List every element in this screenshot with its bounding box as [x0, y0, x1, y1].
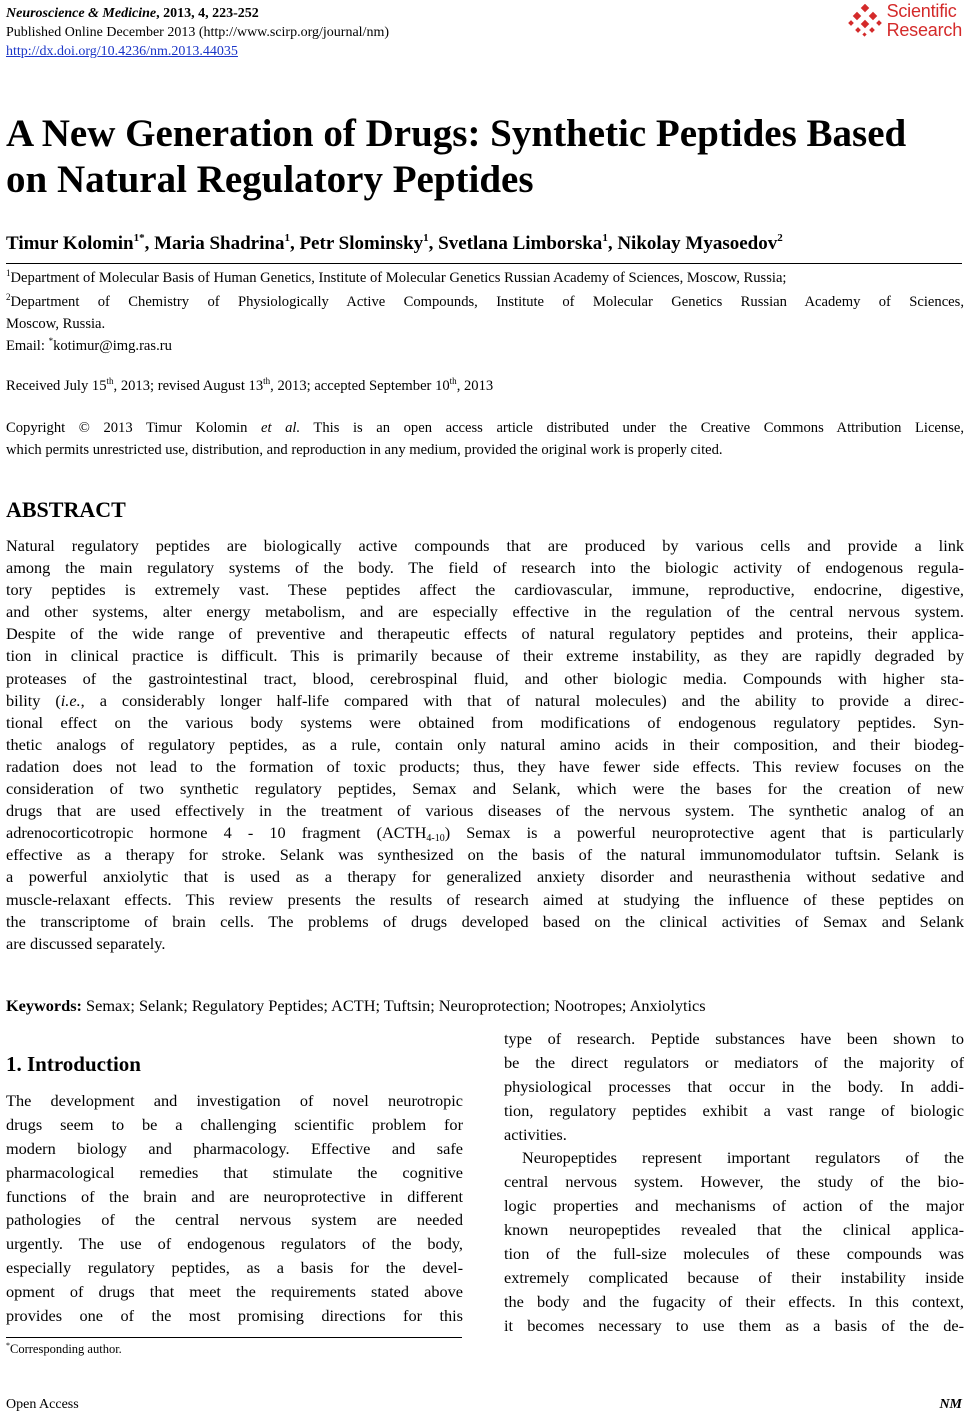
body-line: pharmacological remedies that stimulate the cognitive [6, 1162, 463, 1182]
abstract-line: Despite of the wide range of preventive and therapeutic effects of natural regulatory peptides and proteins, their applica- [6, 624, 964, 644]
abstract-line: tional effect on the various body systems were obtained from modifications of endogenous regulatory peptides. Syn- [6, 712, 964, 732]
copyright-line2: which permits unrestricted use, distribution, and reproduction in any medium, provided the original work is properly cited. [6, 442, 723, 458]
logo-line1: Scientific [886, 1, 957, 21]
body-line: The development and investigation of novel neurotropic [6, 1091, 463, 1110]
corresponding-email: Email: *kotimur@img.ras.ru [6, 336, 172, 354]
body-line: central nervous system. However, the study of the bio- [504, 1172, 964, 1192]
abstract-body [6, 535, 964, 955]
author: Nikolay Myasoedov$^2$ [617, 232, 783, 254]
journal-citation [6, 4, 389, 23]
body-line: tion of the full-size molecules of these compounds was [504, 1244, 964, 1264]
abstract-line: Natural regulatory peptides are biologically active compounds that are produced by various cells and provide a link [6, 536, 964, 555]
copyright-line1: Copyright © 2013 Timur Kolomin et al. This is an open access article distributed under the Creative Commons Attribution License, [6, 420, 964, 436]
volume-pages: , 2013, 4, 223-252 [156, 6, 259, 21]
intro-right-column [504, 1027, 964, 1338]
body-line: type of research. Peptide substances have been shown to [504, 1029, 964, 1048]
abstract-line: drugs that are used effectively in the treatment of various diseases of the nervous system. The synthetic analog of an [6, 801, 964, 821]
section-heading-introduction: 1. Introduction [6, 1052, 141, 1076]
body-line: urgently. The use of endogenous regulators of the body, [6, 1234, 463, 1254]
journal-header [6, 4, 389, 61]
abstract-line: muscle-relaxant effects. This review presents the results of research aimed at studying the influence of these peptides on [6, 889, 964, 909]
body-line: especially regulatory peptides, as a basis for the devel- [6, 1258, 463, 1278]
affiliation-2: $^2$Department of Chemistry of Physiologically Active Compounds, Institute of Molecular Genetics Russian Academy of Sciences, [6, 292, 964, 310]
abstract-line: thetic analogs of regulatory peptides, as a rule, contain only natural amino acids in their composition, and their biodeg- [6, 734, 964, 754]
keywords [6, 996, 706, 1016]
doi-link[interactable]: http://dx.doi.org/10.4236/nm.2013.44035 [6, 44, 238, 59]
author: Maria Shadrina$^1$, [154, 232, 300, 254]
publication-info: Published Online December 2013 (http://www.scirp.org/journal/nm) [6, 25, 389, 40]
body-line: known neuropeptides revealed that the clinical applica- [504, 1220, 964, 1240]
intro-left-column [6, 1089, 463, 1328]
body-line: activities. [504, 1124, 567, 1144]
body-line: extremely complicated because of their instability inside [504, 1267, 964, 1287]
journal-name: Neuroscience & Medicine [6, 6, 157, 21]
footnote: *Corresponding author. [6, 1341, 122, 1356]
publisher-logo [848, 2, 962, 40]
abstract-heading: ABSTRACT [6, 497, 126, 522]
body-line: it becomes necessary to use them as a basis of the de- [504, 1315, 964, 1335]
affiliation-2-cont: Moscow, Russia. [6, 316, 106, 332]
abstract-line: tion in clinical practice is difficult. This is primarily because of their extreme instability, as they are rapidly degraded by [6, 646, 964, 666]
body-line: logic properties and mechanisms of action of the major [504, 1196, 964, 1216]
keywords-label: Keywords: [6, 996, 82, 1015]
author-list [6, 233, 783, 255]
article-title: A New Generation of Drugs: Synthetic Peptides Based on Natural Regulatory Peptides [6, 112, 907, 201]
abstract-line: adrenocorticotropic hormone 4 - 10 fragment $(ACTH_{4-10})$ Semax is a powerful neuroprotective agent that is particularly [6, 823, 964, 845]
journal-abbreviation: NM [939, 1397, 962, 1412]
body-line: functions of the brain and are neuroprotective in different [6, 1186, 463, 1206]
author-divider [6, 263, 962, 264]
author: Svetlana Limborska$^1$, [438, 232, 618, 254]
abstract-line: bility (i.e., a considerably longer half-life compared with that of natural molecules) and the ability to provide a direc- [6, 690, 965, 710]
abstract-line: consideration of two synthetic regulatory peptides, Semax and Selank, which were the bases for the creation of new [6, 779, 964, 799]
logo-line2: Research [886, 20, 962, 40]
abstract-line: among the main regulatory systems of the body. The field of research into the biologic activity of endogenous regula- [6, 558, 964, 578]
body-line: pathologies of the central nervous system are needed [6, 1210, 463, 1230]
publisher-logo-text [887, 2, 962, 40]
body-line: Neuropeptides represent important regulators of the [522, 1148, 964, 1168]
body-line: physiological processes that occur in the body. In addi- [504, 1076, 964, 1096]
abstract-line: are discussed separately. [6, 933, 166, 953]
publisher-logo-icon [848, 4, 884, 38]
body-line: drugs seem to be a challenging scientific problem for [6, 1114, 463, 1134]
body-line: provides one of the most promising directions for this [6, 1306, 463, 1326]
body-line: be the direct regulators or mediators of the majority of [504, 1052, 964, 1072]
abstract-line: a powerful anxiolytic that is used as a therapy for generalized anxiety disorder and neurasthenia without sedative and [6, 867, 964, 887]
abstract-line: radation does not lead to the formation of toxic products; thus, they have fewer side effects. This review focuses on the [6, 756, 964, 776]
affiliation-1: $^1$Department of Molecular Basis of Human Genetics, Institute of Molecular Genetics Russian Academy of Sciences, Moscow, Russia; [6, 268, 787, 286]
body-line: the body and the fugacity of their effects. In this context, [504, 1291, 964, 1311]
abstract-line: tory peptides is extremely vast. These peptides affect the cardiovascular, immune, reproductive, endocrine, digestive, [6, 580, 964, 600]
abstract-line: proteases of the gastrointestinal tract, blood, cerebrospinal fluid, and other biologic media. Compounds with higher sta- [6, 668, 964, 688]
abstract-line: and other systems, alter energy metabolism, and are especially effective in the regulation of the central nervous system. [6, 602, 964, 622]
page-footer [6, 1397, 962, 1413]
author: Petr Slominsky$^1$, [299, 232, 439, 254]
author: Timur Kolomin$^{1*}$, [6, 232, 155, 254]
body-line: modern biology and pharmacology. Effective and safe [6, 1138, 463, 1158]
email-address: kotimur@img.ras.ru [53, 338, 172, 354]
abstract-line: the transcriptome of brain cells. The problems of drugs developed based on the clinical activities of Semax and Selank [6, 911, 964, 931]
body-line: tion, regulatory peptides exhibit a vast range of biologic [504, 1100, 964, 1120]
body-line: opment of drugs that meet the requirements stated above [6, 1282, 463, 1302]
footnote-divider [6, 1337, 462, 1338]
abstract-line: effective as a therapy for stroke. Selank was synthesized on the basis of the natural immunomodulator tuftsin. Selank is [6, 845, 964, 865]
article-dates: Received July 15th, 2013; revised August 13th, 2013; accepted September 10th, 2013 [6, 376, 494, 394]
keywords-list: Semax; Selank; Regulatory Peptides; ACTH; Tuftsin; Neuroprotection; Nootropes; Anxiolytics [81, 996, 706, 1015]
open-access-label: Open Access [6, 1397, 79, 1412]
